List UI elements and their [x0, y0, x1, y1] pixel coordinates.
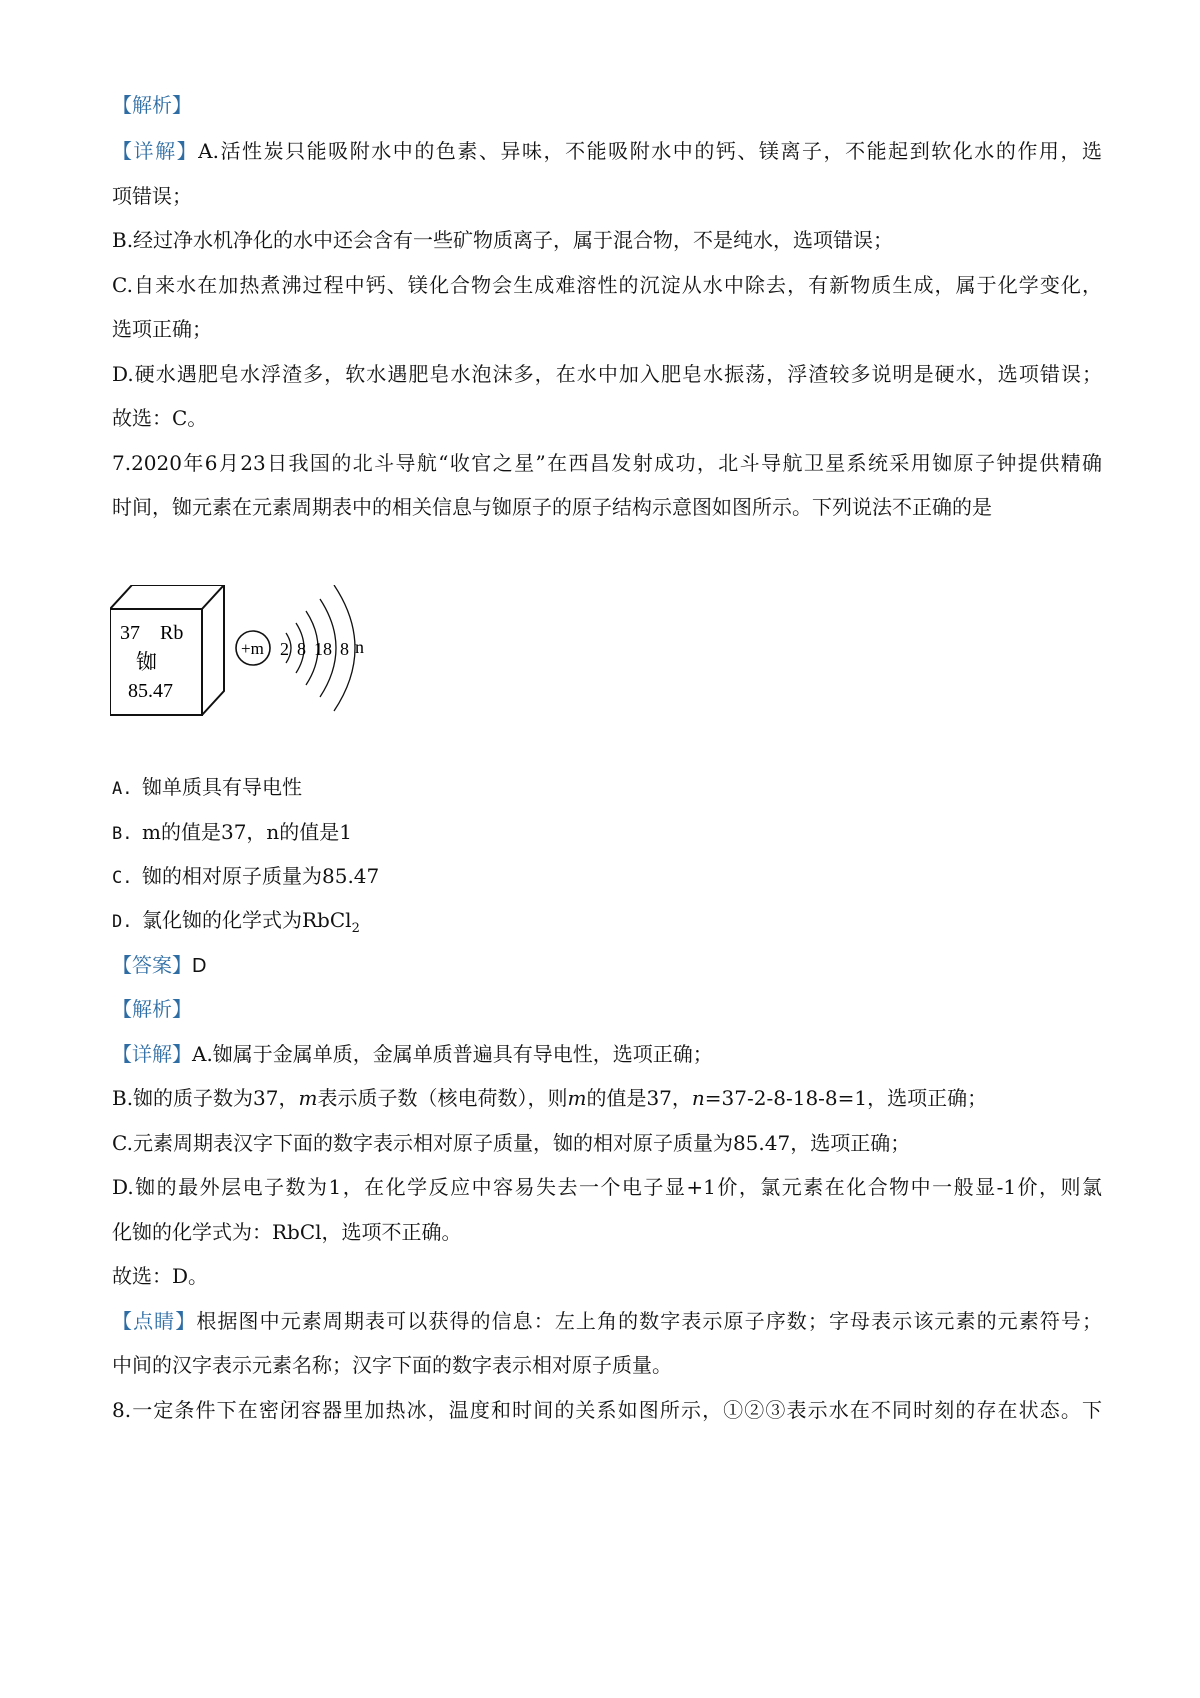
option-c-text: 铷的相对原子质量为85.47 [142, 864, 380, 888]
tip-text-a: 根据图中元素周期表可以获得的信息：左上角的数字表示原子序数；字母表示该元素的元素符号； [196, 1309, 1103, 1333]
option-d [112, 905, 360, 944]
element-symbol: Rb [160, 622, 184, 644]
tip-line-a [112, 1306, 1102, 1336]
shell-5-count: n [355, 637, 364, 657]
analysis-heading-2 [112, 994, 1102, 1024]
tip-line-b: 中间的汉字表示元素名称；汉字下面的数字表示相对原子质量。 [112, 1353, 672, 1377]
question-8-line: 8.一定条件下在密闭容器里加热冰，温度和时间的关系如图所示，①②③表示水在不同时刻的存在状态。下 [112, 1398, 1102, 1422]
atomic-number: 37 [120, 622, 140, 644]
detail2-text-a: A.铷属于金属单质，金属单质普遍具有导电性，选项正确； [192, 1042, 713, 1066]
detail2-b-n: n [691, 1086, 705, 1110]
answer-tag: 【答案】 [112, 953, 192, 977]
question-7-line-b: 时间，铷元素在元素周期表中的相关信息与铷原子的原子结构示意图如图所示。下列说法不正确的是 [112, 495, 992, 519]
detail2-line-c: C.元素周期表汉字下面的数字表示相对原子质量，铷的相对原子质量为85.47，选项正确； [112, 1131, 911, 1155]
detail-line-d: D.硬水遇肥皂水浮渣多，软水遇肥皂水泡沫多，在水中加入肥皂水振荡，浮渣较多说明是硬水，选项错误； [112, 362, 1102, 386]
shell-1-count: 2 [280, 639, 289, 659]
detail-tag: 【详解】 [112, 139, 199, 163]
detail2-b-part4: =37-2-8-18-8=1，选项正确； [704, 1086, 988, 1110]
option-d-subscript: 2 [351, 921, 360, 936]
answer-value: D [192, 955, 207, 977]
option-b-letter: B. [112, 824, 133, 844]
detail2-b-part2: 表示质子数（核电荷数），则 [317, 1086, 568, 1110]
detail2-b-m2: m [567, 1086, 587, 1110]
atomic-mass: 85.47 [128, 680, 173, 702]
detail-line-c: C.自来水在加热煮沸过程中钙、镁化合物会生成难溶性的沉淀从水中除去，有新物质生成，属于化学变化， [112, 273, 1102, 297]
detail2-line-d: D.铷的最外层电子数为1，在化学反应中容易失去一个电子显+1价，氯元素在化合物中一般显-1价，则氯 [112, 1175, 1102, 1199]
option-b [112, 817, 352, 849]
tip-tag: 【点睛】 [112, 1309, 197, 1333]
detail-tag-2: 【详解】 [112, 1042, 192, 1066]
detail-text-a: A.活性炭只能吸附水中的色素、异味，不能吸附水中的钙、镁离子，不能起到软化水的作用，选 [198, 139, 1102, 163]
option-b-text: m的值是37，n的值是1 [142, 820, 353, 844]
element-name: 铷 [136, 650, 157, 674]
option-a [112, 772, 302, 804]
analysis-heading [112, 90, 1102, 120]
option-d-text: 氯化铷的化学式为RbCl [142, 908, 352, 932]
option-a-letter: A. [112, 779, 133, 799]
shell-2-count: 8 [297, 639, 306, 659]
shell-3-count: 18 [314, 639, 332, 659]
option-c [112, 861, 379, 893]
option-a-text: 铷单质具有导电性 [142, 775, 302, 799]
nucleus-charge: +m [241, 639, 264, 658]
answer-line [112, 950, 1102, 981]
shell-4-count: 8 [340, 639, 349, 659]
detail2-line-b [112, 1083, 1102, 1113]
analysis-tag-2: 【解析】 [112, 997, 192, 1021]
detail2-line-d-cont: 化铷的化学式为：RbCl，选项不正确。 [112, 1220, 462, 1244]
detail2-b-part1: B.铷的质子数为37， [112, 1086, 299, 1110]
detail-line-a [112, 136, 1102, 166]
rubidium-figure [110, 585, 430, 765]
conclusion-line-2: 故选：D。 [112, 1264, 209, 1288]
analysis-tag: 【解析】 [112, 93, 192, 117]
rubidium-diagram [110, 585, 430, 765]
conclusion-line: 故选：C。 [112, 406, 208, 430]
detail2-line-a [112, 1039, 1102, 1069]
detail-line-b: B.经过净水机净化的水中还会含有一些矿物质离子，属于混合物，不是纯水，选项错误； [112, 228, 894, 252]
detail2-b-part3: 的值是37， [586, 1086, 692, 1110]
detail-line-a-cont: 项错误； [112, 184, 192, 208]
option-c-letter: C. [112, 868, 133, 888]
detail-line-c-cont: 选项正确； [112, 317, 212, 341]
option-d-letter: D. [112, 912, 133, 932]
question-7-line-a: 7.2020年6月23日我国的北斗导航“收官之星”在西昌发射成功，北斗导航卫星系统采用铷原子钟提供精确 [112, 451, 1102, 475]
detail2-b-m1: m [298, 1086, 318, 1110]
